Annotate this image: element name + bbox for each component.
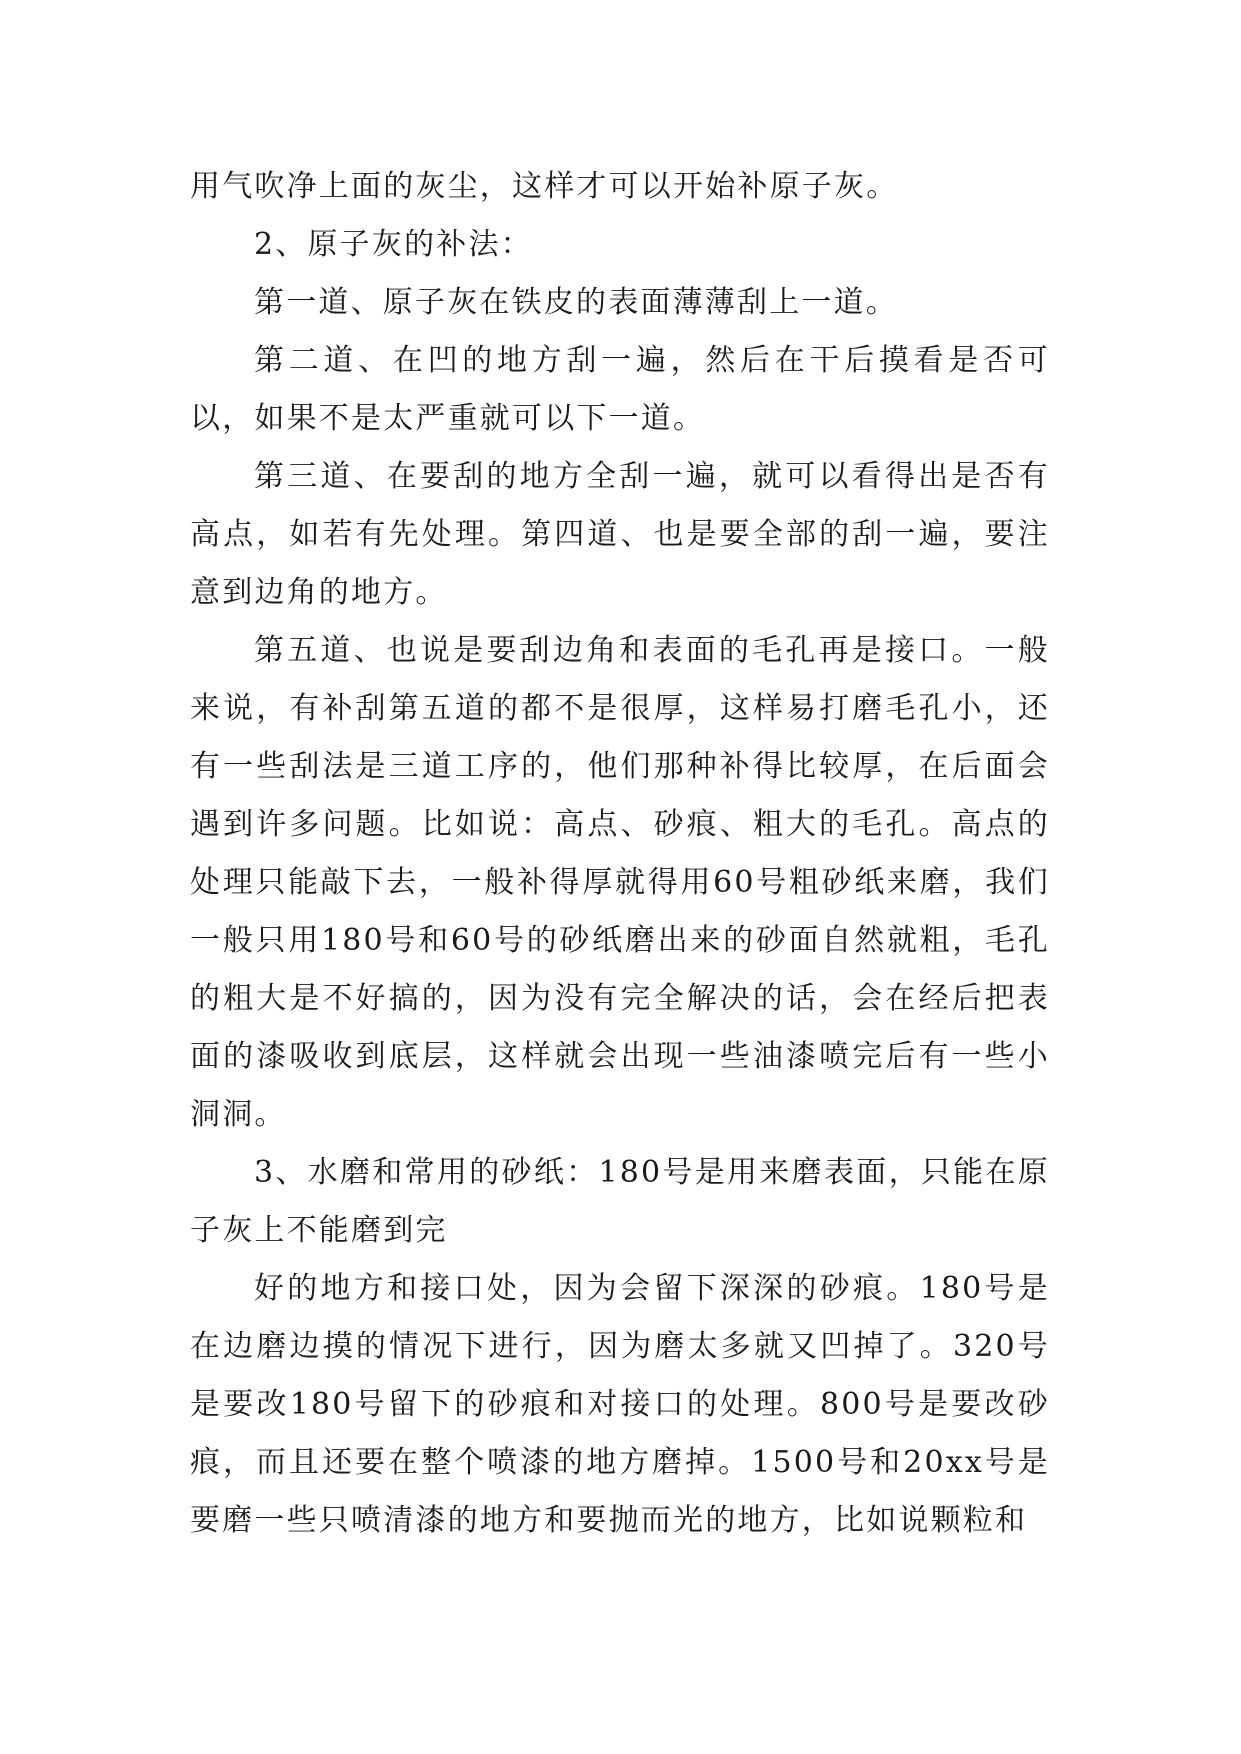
paragraph-step-1: 第一道、原子灰在铁皮的表面薄薄刮上一道。 [254,285,898,320]
paragraph-section-heading-2: 2、原子灰的补法： [254,227,533,262]
paragraph-step-3-4: 第三道、在要刮的地方全刮一遍，就可以看得出是否有高点，如若有先处理。第四道、也是要全部的刮一遍，要注意到边角的地方。 [190,459,1050,610]
document-body [190,158,1050,1550]
paragraph-section-heading-3: 3、水磨和常用的砂纸：180号是用来磨表面，只能在原子灰上不能磨到完 [190,1155,1050,1248]
paragraph-continuation: 用气吹净上面的灰尘，这样才可以开始补原子灰。 [190,169,899,204]
paragraph-step-2: 第二道、在凹的地方刮一遍，然后在干后摸看是否可以，如果不是太严重就可以下一道。 [190,343,1050,436]
paragraph-step-5: 第五道、也说是要刮边角和表面的毛孔再是接口。一般来说，有补刮第五道的都不是很厚，这样易打磨毛孔小，还有一些刮法是三道工序的，他们那种补得比较厚，在后面会遇到许多问题。比如说：高点、砂痕、粗大的毛孔。高点的处理只能敲下去，一般补得厚就得用60号粗砂纸来磨，我们一般只用180号和60号的砂纸磨出来的砂面自然就粗，毛孔的粗大是不好搞的，因为没有完全解决的话，会在经后把表面的漆吸收到底层，这样就会出现一些油漆喷完后有一些小洞洞。 [190,633,1050,1132]
paragraph-sandpaper-grades: 好的地方和接口处，因为会留下深深的砂痕。180号是在边磨边摸的情况下进行，因为磨太多就又凹掉了。320号是要改180号留下的砂痕和对接口的处理。800号是要改砂痕，而且还要在整个喷漆的地方磨掉。1500号和20xx号是要磨一些只喷清漆的地方和要抛而光的地方，比如说颗粒和 [190,1271,1050,1538]
